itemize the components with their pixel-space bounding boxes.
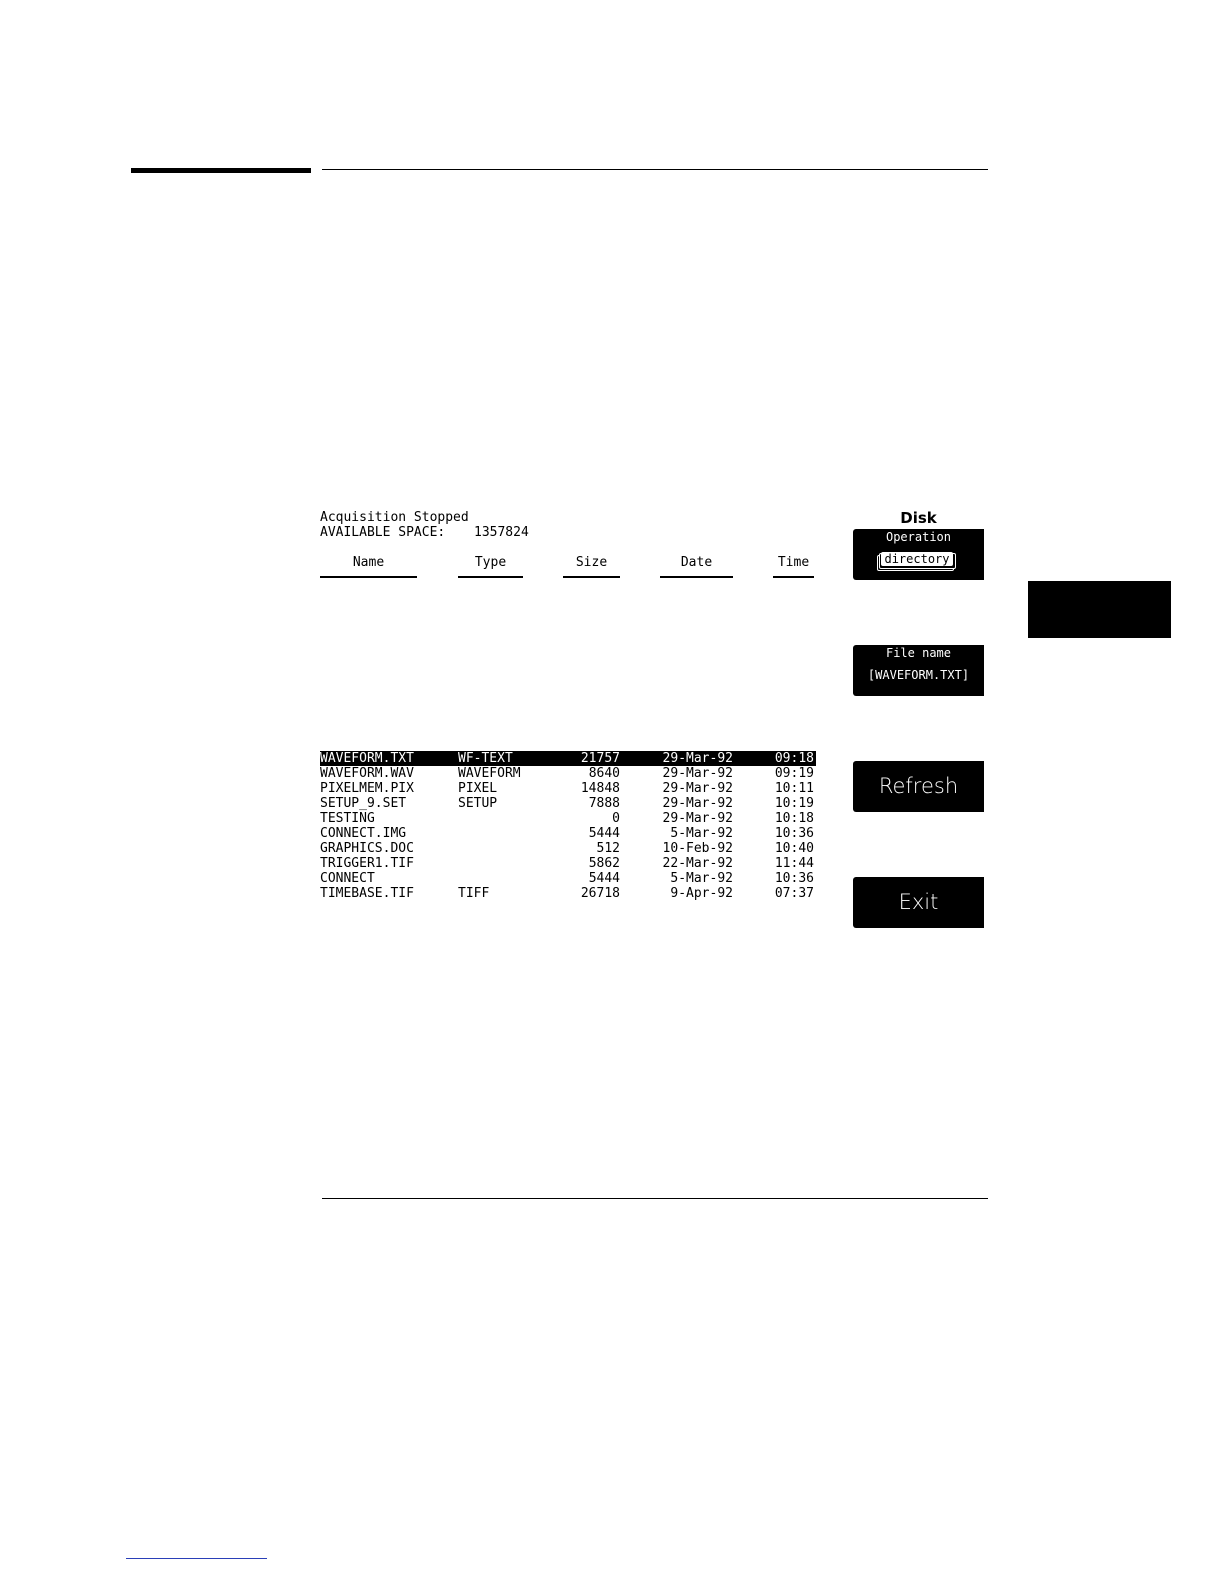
exit-button[interactable]	[853, 877, 984, 928]
file-row[interactable]	[320, 856, 816, 871]
file-date: 29-Mar-92	[662, 766, 733, 781]
file-date: 9-Apr-92	[670, 886, 733, 901]
file-date: 29-Mar-92	[662, 811, 733, 826]
file-name: CONNECT	[320, 871, 375, 886]
file-name: TESTING	[320, 811, 375, 826]
column-header-size: Size	[563, 555, 620, 578]
chapter-tab	[1028, 581, 1171, 638]
file-size: 8640	[588, 766, 620, 781]
operation-label: Operation	[885, 530, 952, 544]
file-size: 26718	[580, 886, 620, 901]
column-header-time: Time	[773, 555, 814, 578]
file-date: 5-Mar-92	[670, 871, 733, 886]
file-name: SETUP_9.SET	[320, 796, 407, 811]
section-rule-top	[322, 169, 988, 170]
file-name: TIMEBASE.TIF	[320, 886, 414, 901]
filename-label: File name	[885, 646, 952, 660]
file-date: 22-Mar-92	[662, 856, 733, 871]
section-rule-thick	[131, 168, 311, 173]
file-size: 7888	[588, 796, 620, 811]
file-time: 10:36	[774, 871, 814, 886]
file-size: 14848	[580, 781, 620, 796]
column-header-type: Type	[458, 555, 523, 578]
filename-value: [WAVEFORM.TXT]	[867, 668, 970, 682]
column-header-name: Name	[320, 555, 417, 578]
file-size: 21757	[580, 751, 620, 766]
file-type: SETUP	[458, 796, 498, 811]
file-type: PIXEL	[458, 781, 498, 796]
file-type: TIFF	[458, 886, 490, 901]
file-name: GRAPHICS.DOC	[320, 841, 414, 856]
file-time: 11:44	[774, 856, 814, 871]
refresh-button[interactable]	[853, 761, 984, 812]
section-rule-bottom	[322, 1198, 988, 1199]
exit-label: Exit	[898, 890, 939, 914]
available-space-label: AVAILABLE SPACE:	[320, 525, 446, 540]
file-type: WAVEFORM	[458, 766, 521, 781]
file-name: PIXELMEM.PIX	[320, 781, 414, 796]
file-row[interactable]	[320, 811, 816, 826]
file-name: WAVEFORM.TXT	[320, 751, 414, 766]
file-date: 29-Mar-92	[662, 751, 733, 766]
filename-softkey[interactable]	[853, 645, 984, 696]
file-row[interactable]	[320, 886, 816, 901]
file-row[interactable]	[320, 871, 816, 886]
operation-selector	[877, 550, 957, 570]
file-size: 5444	[588, 871, 620, 886]
file-size: 0	[612, 811, 620, 826]
file-size: 5862	[588, 856, 620, 871]
operation-value: directory	[881, 552, 953, 566]
acquisition-status: Acquisition Stopped	[320, 510, 469, 525]
file-time: 10:19	[774, 796, 814, 811]
file-time: 09:19	[774, 766, 814, 781]
file-list[interactable]	[320, 751, 816, 901]
file-row-selected[interactable]	[320, 751, 816, 766]
file-time: 10:11	[774, 781, 814, 796]
file-type: WF-TEXT	[458, 751, 513, 766]
operation-softkey[interactable]	[853, 529, 984, 580]
file-date: 10-Feb-92	[662, 841, 733, 856]
file-row[interactable]	[320, 796, 816, 811]
file-row[interactable]	[320, 826, 816, 841]
file-date: 5-Mar-92	[670, 826, 733, 841]
file-time: 10:40	[774, 841, 814, 856]
file-time: 09:18	[774, 751, 814, 766]
file-name: CONNECT.IMG	[320, 826, 407, 841]
file-row[interactable]	[320, 781, 816, 796]
file-time: 10:18	[774, 811, 814, 826]
file-size: 5444	[588, 826, 620, 841]
available-space-value: 1357824	[474, 525, 529, 540]
file-date: 29-Mar-92	[662, 781, 733, 796]
file-size: 512	[596, 841, 620, 856]
file-date: 29-Mar-92	[662, 796, 733, 811]
file-time: 07:37	[774, 886, 814, 901]
refresh-label: Refresh	[878, 774, 959, 798]
file-row[interactable]	[320, 841, 816, 856]
file-name: TRIGGER1.TIF	[320, 856, 414, 871]
available-space	[320, 525, 529, 540]
column-header-date: Date	[660, 555, 733, 578]
file-row[interactable]	[320, 766, 816, 781]
menu-title: Disk	[900, 509, 937, 527]
file-time: 10:36	[774, 826, 814, 841]
file-name: WAVEFORM.WAV	[320, 766, 414, 781]
footer-rule	[126, 1558, 267, 1559]
